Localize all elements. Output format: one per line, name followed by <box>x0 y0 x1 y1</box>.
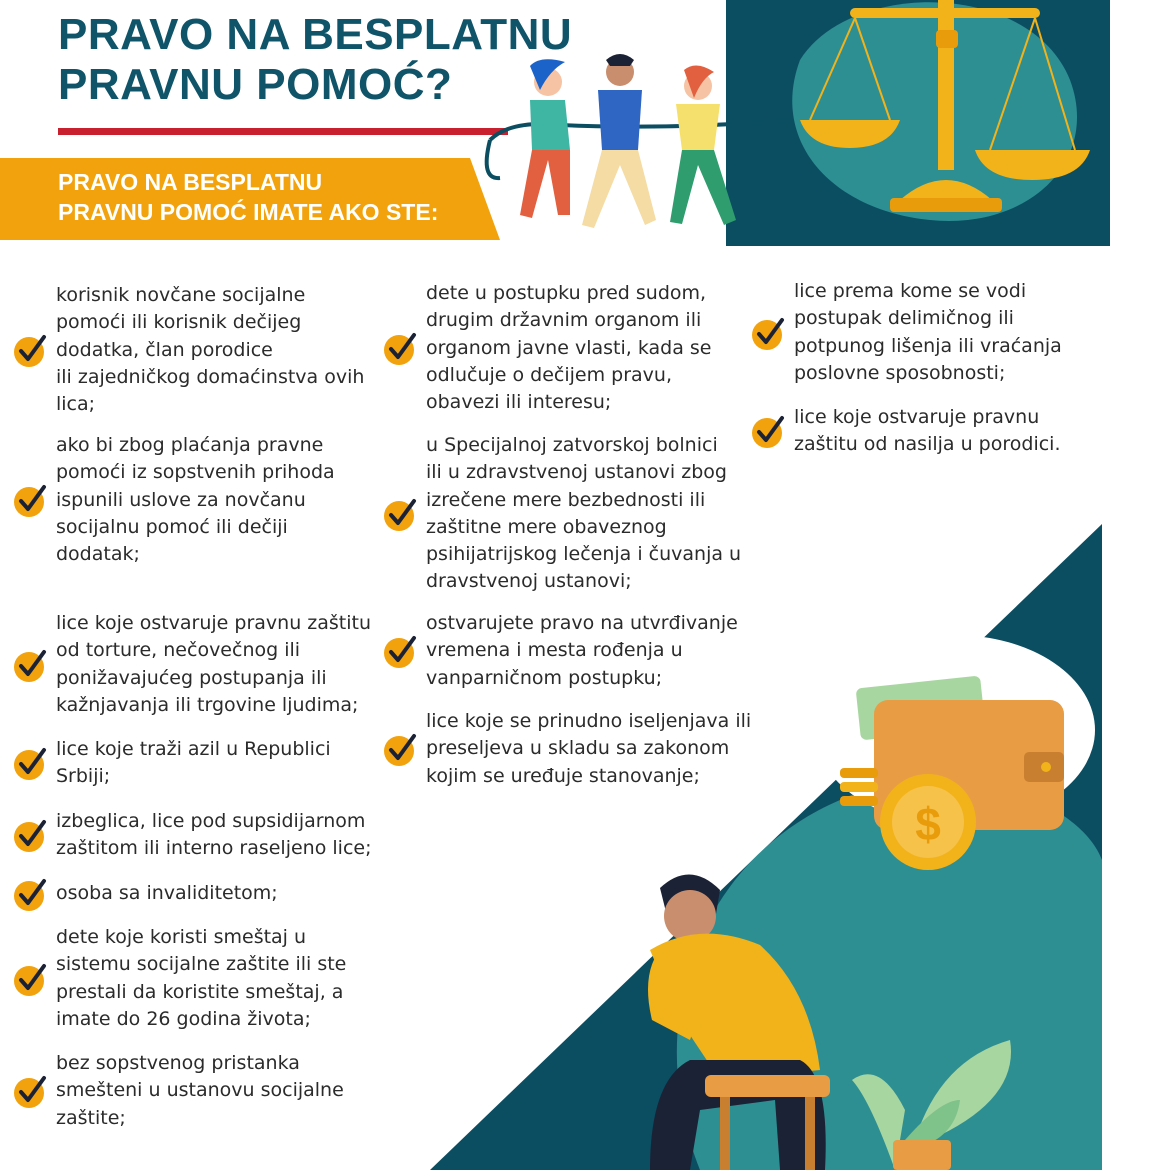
checkmark-icon <box>12 745 48 781</box>
eligibility-item <box>382 432 762 596</box>
checkmark-icon <box>750 315 786 351</box>
header-illustration <box>470 0 1110 246</box>
eligibility-item <box>382 280 762 416</box>
svg-text:$: $ <box>915 798 941 850</box>
page-title: PRAVO NA BESPLATNU PRAVNU POMOĆ? <box>58 10 573 109</box>
item-text: ako bi zbog plaćanja pravne pomoći iz sopstvenih prihoda ispunili uslove za novčanu socijalnu pomoć ili dečiji dodatak; <box>56 434 335 566</box>
item-text: korisnik novčane socijalne pomoći ili korisnik dečijeg dodatka, član porodice ili zajedničkog domaćinstva ovih lica; <box>56 284 365 416</box>
title-underline <box>58 128 508 135</box>
eligibility-item <box>382 708 762 790</box>
eligibility-item <box>12 432 392 568</box>
item-text: u Specijalnoj zatvorskoj bolnici ili u zdravstvenoj ustanovi zbog izrečene mere bezbednosti ili zaštitne mere obaveznog psihijatrijskog lečenja i čuvanja u dravstvenoj ustanovi; <box>426 434 742 593</box>
item-text: dete u postupku pred sudom, drugim državnim organom ili organom javne vlasti, kada se odlučuje o dečijem pravu, obavezi ili interesu; <box>426 282 712 414</box>
item-text: lice koje ostvaruje pravnu zaštitu od torture, nečovečnog ili ponižavajućeg postupanja ili kažnjavanja ili trgovine ljudima; <box>56 612 372 716</box>
checkmark-icon <box>382 633 418 669</box>
checkmark-icon <box>382 496 418 532</box>
item-text: lice koje traži azil u Republici Srbiji; <box>56 738 331 788</box>
eligibility-item <box>750 404 1090 459</box>
eligibility-item <box>12 808 392 863</box>
item-text: lice prema kome se vodi postupak delimičnog ili potpunog lišenja ili vraćanja poslovne sposobnosti; <box>794 280 1062 384</box>
checkmark-icon <box>12 961 48 997</box>
checkmark-icon <box>750 413 786 449</box>
checkmark-icon <box>12 647 48 683</box>
eligibility-item <box>382 610 762 692</box>
eligibility-item <box>12 282 392 418</box>
eligibility-item <box>12 924 392 1033</box>
subtitle-text: PRAVO NA BESPLATNU PRAVNU POMOĆ IMATE AKO STE: <box>58 169 439 225</box>
eligibility-item <box>750 278 1090 387</box>
checkmark-icon <box>12 332 48 368</box>
eligibility-item <box>12 736 392 791</box>
checkmark-icon <box>12 1073 48 1109</box>
eligibility-item <box>12 610 392 719</box>
checkmark-icon <box>382 731 418 767</box>
item-text: bez sopstvenog pristanka smešteni u ustanovu socijalne zaštite; <box>56 1052 344 1129</box>
eligibility-item <box>12 1050 392 1132</box>
checkmark-icon <box>12 482 48 518</box>
item-text: lice koje ostvaruje pravnu zaštitu od nasilja u porodici. <box>794 406 1061 456</box>
item-text: dete koje koristi smeštaj u sistemu socijalne zaštite ili ste prestali da koristite smeštaj, a imate do 26 godina života; <box>56 926 347 1030</box>
item-text: izbeglica, lice pod supsidijarnom zaštitom ili interno raseljeno lice; <box>56 810 372 860</box>
checkmark-icon <box>382 330 418 366</box>
checkmark-icon <box>12 876 48 912</box>
item-text: ostvarujete pravo na utvrđivanje vremena i mesta rođenja u vanparničnom postupku; <box>426 612 738 689</box>
item-text: lice koje se prinudno iseljenjava ili preseljeva u skladu sa zakonom kojim se uređuje stanovanje; <box>426 710 752 787</box>
eligibility-item <box>12 876 392 912</box>
item-text: osoba sa invaliditetom; <box>56 882 278 905</box>
checkmark-icon <box>12 817 48 853</box>
